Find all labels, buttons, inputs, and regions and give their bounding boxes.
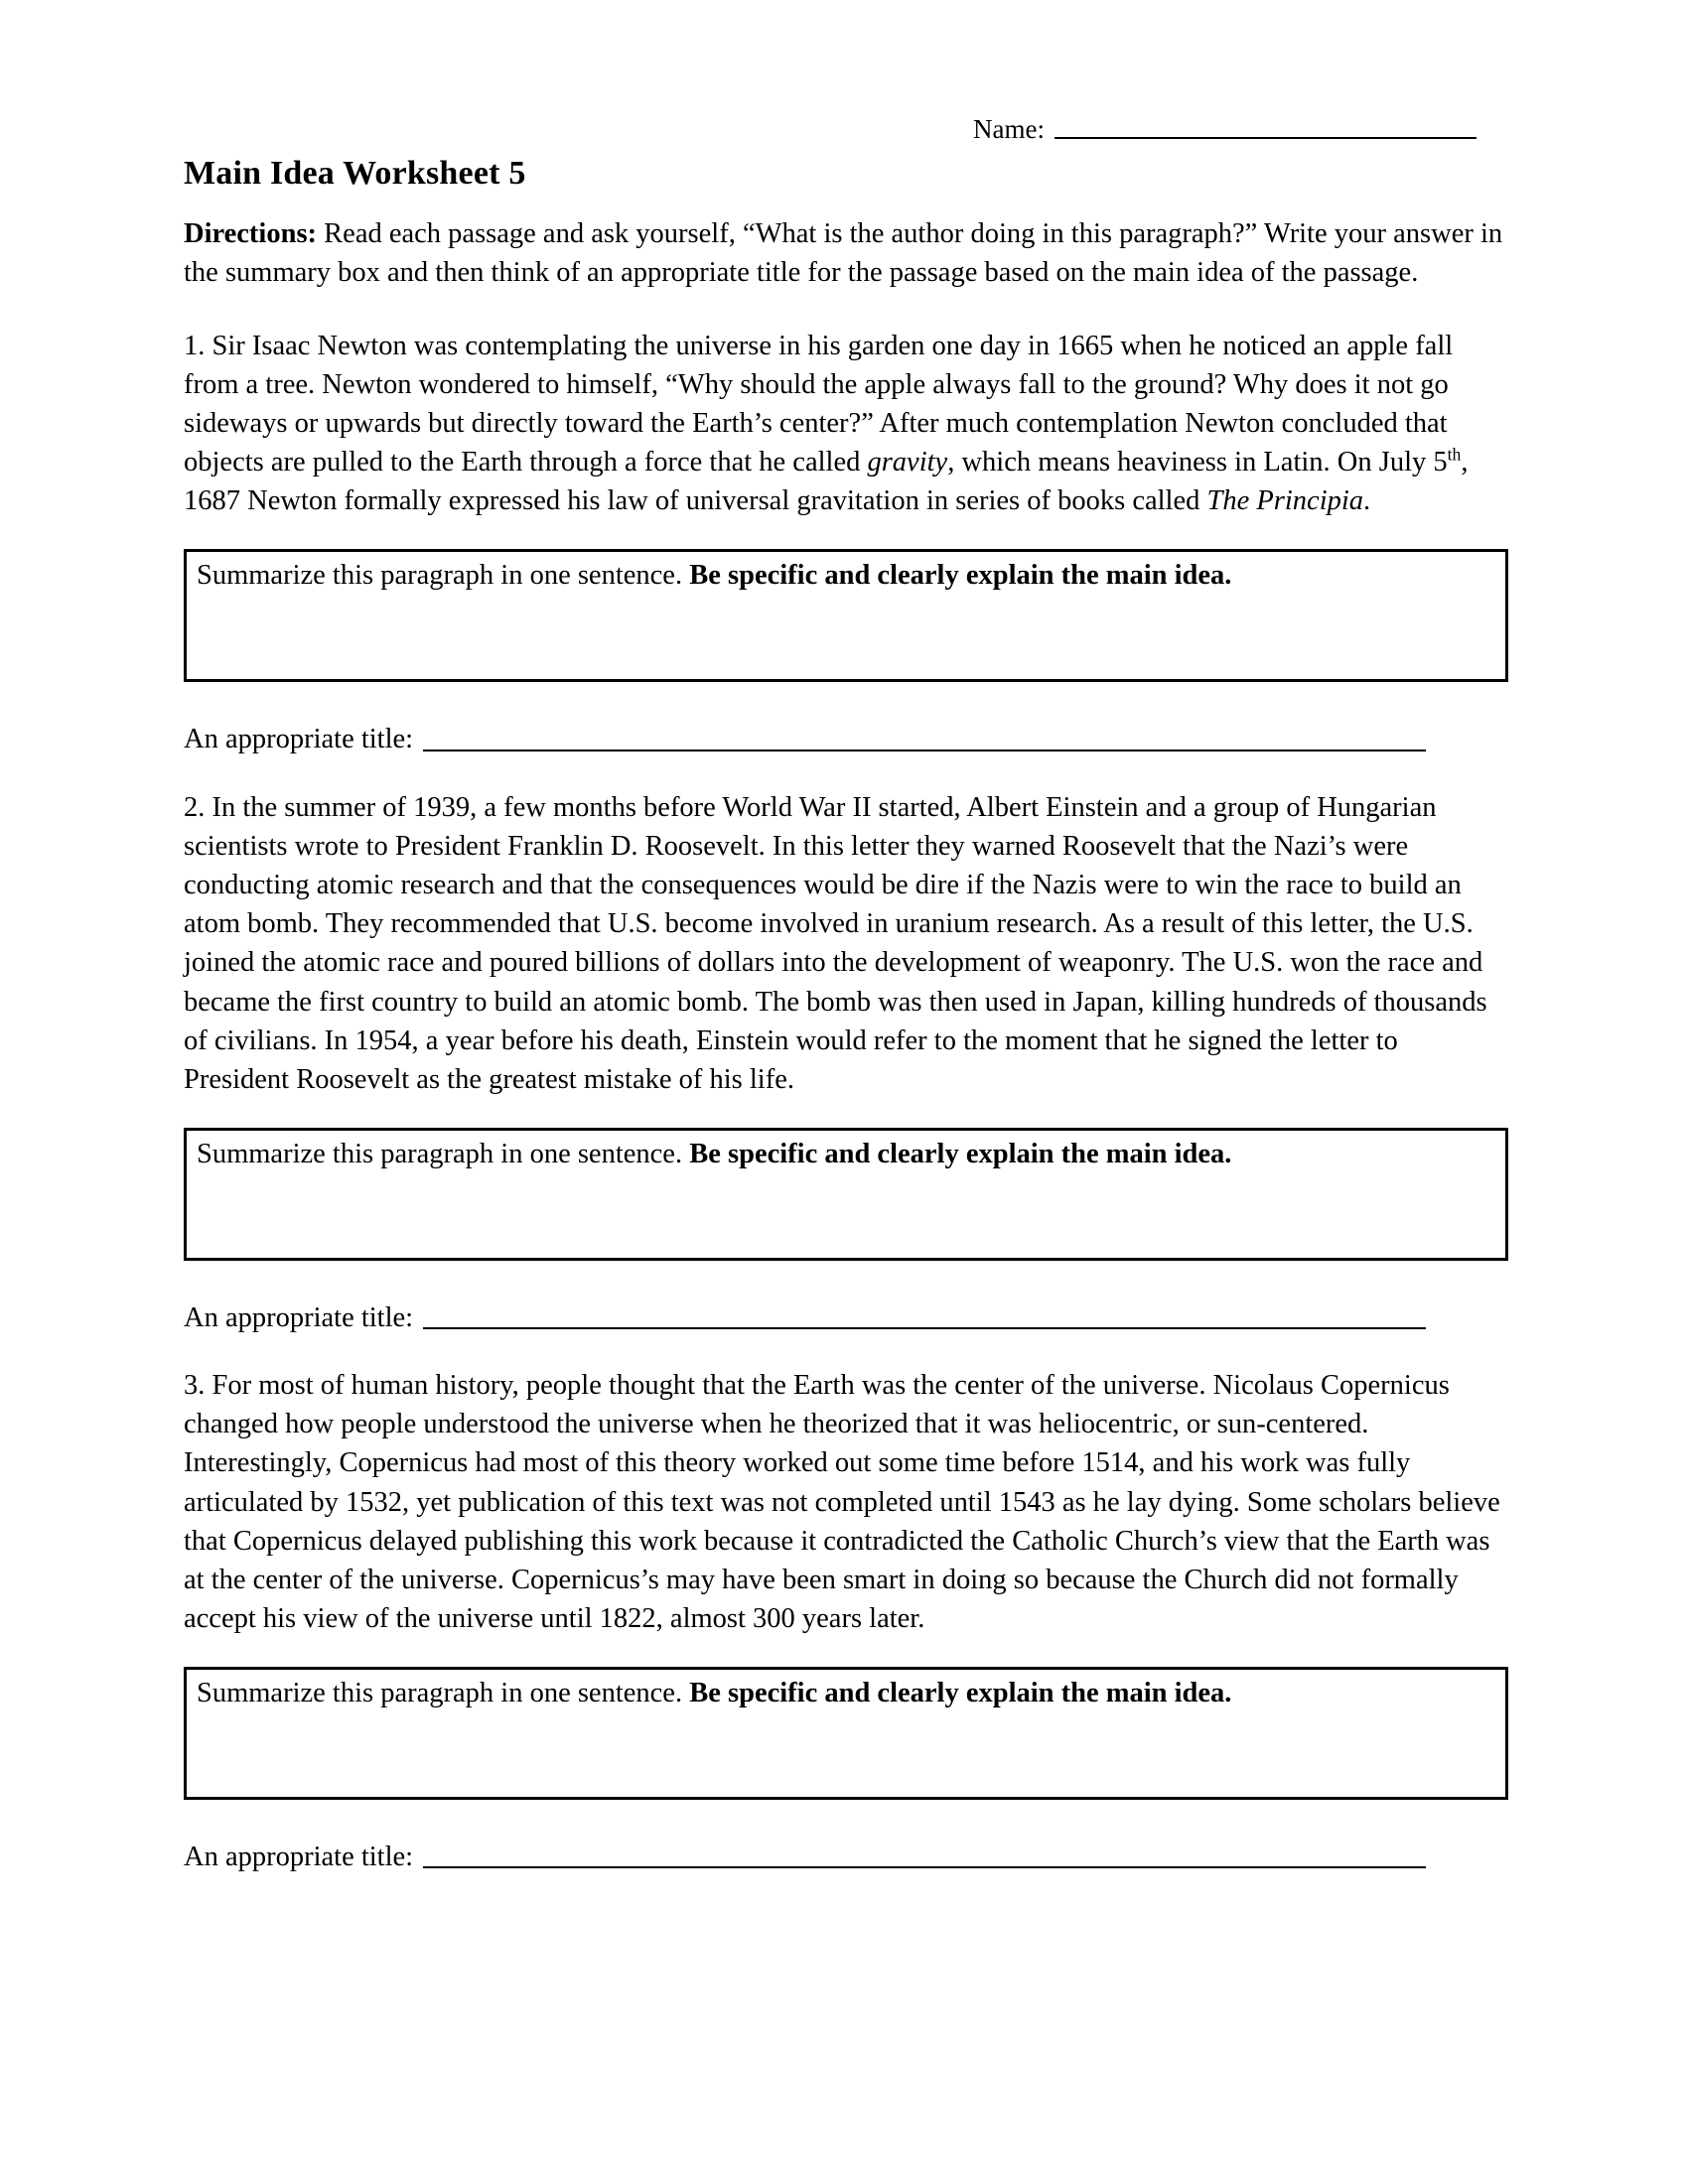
passage-1-text (184, 327, 1504, 521)
passage-1-part4: . (1363, 485, 1371, 517)
name-label: Name: (973, 114, 1045, 144)
passage-2-text: 2. In the summer of 1939, a few months before World War II started, Albert Einstein and a group of Hungarian scientists wrote to President Franklin D. Roosevelt. In this letter they warned Roosevelt that the Nazi’s were conducting atomic research and that the consequences would be dire if the Nazis were to win the race to build an atom bomb. They recommended that U.S. become involved in uranium research. As a result of this letter, the U.S. joined the atomic race and poured billions of dollars into the development of weaponry. The U.S. won the race and became the first country to build an atomic bomb. The bomb was then used in Japan, killing hundreds of thousands of civilians. In 1954, a year before his death, Einstein would refer to the moment that he signed the letter to President Roosevelt as the greatest mistake of his life. (184, 791, 1487, 1095)
title-write-in-rule-1[interactable] (423, 749, 1426, 751)
passage-3-text: 3. For most of human history, people thought that the Earth was the center of the universe. Nicolaus Copernicus changed how people understood the universe when he theorized that it was heliocentric, or sun-centered. Interestingly, Copernicus had most of this theory worked out some time before 1514, and his work was fully articulated by 1532, yet publication of this text was not completed until 1543 as he lay dying. Some scholars believe that Copernicus delayed publishing this work because it contradicted the Catholic Church’s view that the Earth was at the center of the universe. Copernicus’s may have been smart in doing so because the Church did not formally accept his view of the universe until 1822, almost 300 years later. (184, 1370, 1500, 1635)
title-write-in-rule-2[interactable] (423, 1326, 1426, 1329)
worksheet-content (184, 99, 1504, 1871)
directions-paragraph (184, 214, 1504, 293)
page-title: Main Idea Worksheet 5 (184, 155, 526, 192)
summary-prompt-strong-1: Be specific and clearly explain the main idea. (689, 560, 1232, 592)
passage-1-part3: , 1687 Newton formally expressed his law of universal gravitation in series of books called (184, 447, 1469, 517)
passage-1-ordinal-suffix: th (1447, 444, 1462, 465)
directions-text: Read each passage and ask yourself, “What is the author doing in this paragraph?” Write your answer in the summary box and then think of an appropriate title for the passage based on the main idea of the passage. (184, 218, 1503, 289)
title-line-label-1: An appropriate title: (184, 724, 414, 755)
summary-prompt-strong-2: Be specific and clearly explain the main idea. (689, 1138, 1232, 1169)
summary-prompt-1 (197, 558, 1495, 594)
summary-prompt-3 (197, 1676, 1495, 1711)
summary-box-3[interactable] (184, 1667, 1508, 1800)
summary-prompt-2 (197, 1137, 1495, 1172)
passage-1-italic-gravity: gravity (867, 447, 948, 478)
title-write-in-rule-3[interactable] (423, 1865, 1426, 1868)
passage-1-italic-principia: The Principia (1206, 485, 1364, 517)
title-line-label-3: An appropriate title: (184, 1841, 414, 1872)
summary-prompt-strong-3: Be specific and clearly explain the main idea. (689, 1677, 1232, 1708)
name-write-in-rule[interactable] (1055, 136, 1477, 139)
name-field-row (184, 99, 1504, 143)
directions-label: Directions: (184, 218, 318, 249)
summary-prompt-plain-1: Summarize this paragraph in one sentence. (197, 560, 690, 592)
title-line-3 (184, 1843, 1504, 1872)
title-line-label-2: An appropriate title: (184, 1301, 414, 1333)
summary-box-1[interactable] (184, 549, 1508, 682)
summary-box-2[interactable] (184, 1128, 1508, 1261)
summary-prompt-plain-3: Summarize this paragraph in one sentence. (197, 1677, 690, 1708)
passage-1-part1: 1. Sir Isaac Newton was contemplating the universe in his garden one day in 1665 when he noticed an apple fall from a tree. Newton wondered to himself, “Why should the apple always fall to the ground? Why does it not go sideways or upwards but directly toward the Earth’s center?” After much contemplation Newton concluded that objects are pulled to the Earth through a force that he called (184, 330, 1454, 478)
passage-1-part2: , which means heaviness in Latin. On July 5 (947, 447, 1448, 478)
title-line-1 (184, 726, 1504, 754)
title-line-2 (184, 1301, 1504, 1333)
summary-prompt-plain-2: Summarize this paragraph in one sentence. (197, 1138, 690, 1169)
